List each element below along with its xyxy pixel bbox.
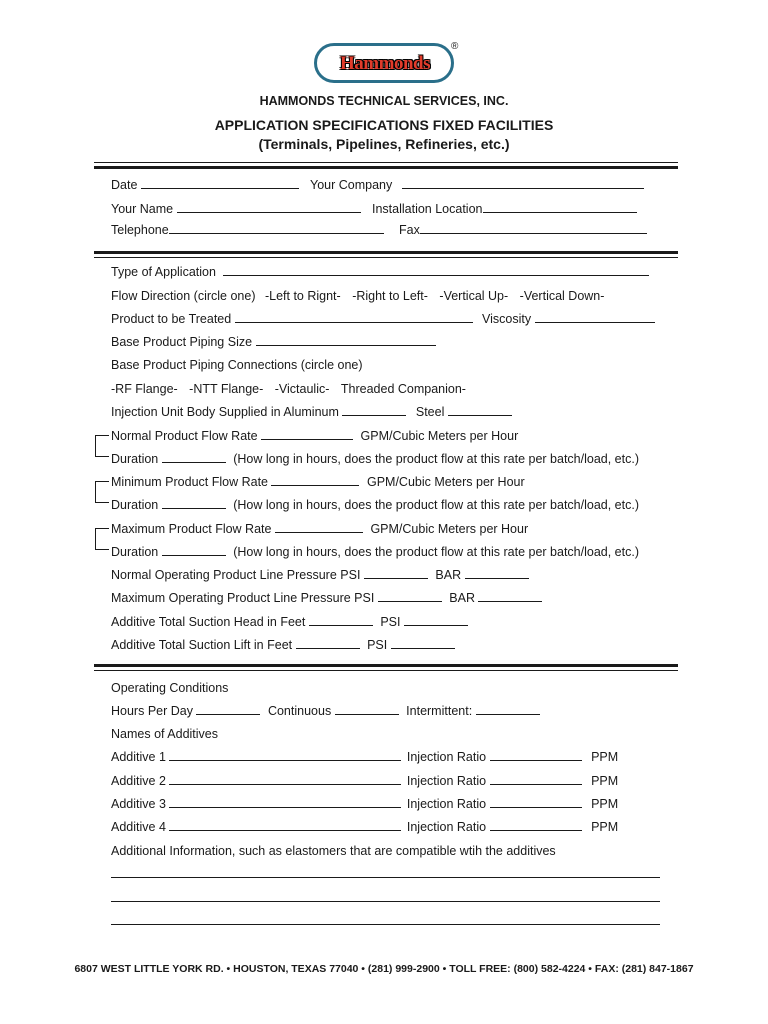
divider-thick bbox=[94, 251, 678, 254]
gpm-label: GPM/Cubic Meters per Hour bbox=[360, 429, 519, 443]
additional-info-line-3[interactable] bbox=[111, 924, 660, 925]
piping-size-field[interactable] bbox=[256, 334, 436, 346]
type-of-application-row bbox=[111, 264, 649, 280]
registered-mark: ® bbox=[451, 41, 459, 52]
divider-thick bbox=[94, 166, 678, 169]
installation-location-label: Installation Location bbox=[372, 202, 483, 216]
hours-row bbox=[111, 703, 540, 719]
additive-3-field[interactable] bbox=[169, 796, 401, 808]
divider-thin bbox=[94, 162, 678, 163]
product-treated-row bbox=[111, 311, 473, 327]
additive-label: Additive 2 bbox=[111, 774, 166, 788]
option-vertical-up[interactable]: -Vertical Up- bbox=[439, 289, 509, 303]
normal-duration-field[interactable] bbox=[162, 451, 226, 463]
suction-lift-row bbox=[111, 637, 455, 653]
ppm-label: PPM bbox=[591, 750, 619, 764]
additive-1-field[interactable] bbox=[169, 749, 401, 761]
divider-thin bbox=[94, 257, 678, 258]
additive-3-ratio-field[interactable] bbox=[490, 796, 582, 808]
minimum-duration-field[interactable] bbox=[162, 497, 226, 509]
maximum-duration-row bbox=[111, 544, 639, 560]
telephone-label: Telephone bbox=[111, 223, 169, 237]
additive-row bbox=[111, 796, 618, 812]
normal-pressure-row bbox=[111, 567, 529, 583]
continuous-label: Continuous bbox=[267, 704, 332, 718]
form-subtitle: (Terminals, Pipelines, Refineries, etc.) bbox=[258, 136, 510, 152]
additional-info-line-1[interactable] bbox=[111, 877, 660, 878]
duration-note: (How long in hours, does the product flow at this rate per batch/load, etc.) bbox=[233, 452, 639, 466]
additional-information-label: Additional Information, such as elastomers that are compatible wtih the additives bbox=[111, 844, 556, 858]
duration-note: (How long in hours, does the product flow at this rate per batch/load, etc.) bbox=[233, 545, 639, 559]
option-rf-flange[interactable]: -RF Flange- bbox=[111, 382, 178, 396]
maximum-flow-field[interactable] bbox=[275, 521, 363, 533]
option-victaulic[interactable]: -Victaulic- bbox=[274, 382, 330, 396]
normal-flow-label: Normal Product Flow Rate bbox=[111, 429, 258, 443]
additive-2-field[interactable] bbox=[169, 773, 401, 785]
suction-lift-field[interactable] bbox=[296, 637, 360, 649]
viscosity-field[interactable] bbox=[535, 311, 655, 323]
viscosity-row bbox=[482, 311, 655, 327]
suction-head-label: Additive Total Suction Head in Feet bbox=[111, 615, 306, 629]
maximum-duration-field[interactable] bbox=[162, 544, 226, 556]
suction-lift-label: Additive Total Suction Lift in Feet bbox=[111, 638, 293, 652]
suction-head-row bbox=[111, 614, 468, 630]
injection-body-label: Injection Unit Body Supplied in Aluminum bbox=[111, 405, 339, 419]
additive-row bbox=[111, 749, 618, 765]
additive-label: Additive 4 bbox=[111, 820, 166, 834]
bar-label: BAR bbox=[435, 568, 462, 582]
duration-label: Duration bbox=[111, 498, 159, 512]
steel-field[interactable] bbox=[448, 404, 512, 416]
fax-field[interactable] bbox=[420, 222, 647, 234]
fax-row bbox=[399, 222, 647, 238]
operating-conditions-label: Operating Conditions bbox=[111, 681, 229, 695]
product-treated-field[interactable] bbox=[235, 311, 473, 323]
viscosity-label: Viscosity bbox=[482, 312, 532, 326]
suction-head-field[interactable] bbox=[309, 614, 373, 626]
aluminum-field[interactable] bbox=[342, 404, 406, 416]
flow-direction-label: Flow Direction (circle one) bbox=[111, 289, 256, 303]
company-name: HAMMONDS TECHNICAL SERVICES, INC. bbox=[259, 94, 509, 108]
date-label: Date bbox=[111, 178, 138, 192]
option-right-to-left[interactable]: -Right to Left- bbox=[352, 289, 428, 303]
flow-direction-row bbox=[111, 288, 604, 304]
bracket bbox=[95, 481, 109, 503]
divider-thick bbox=[94, 664, 678, 667]
logo-wordmark: Hammonds bbox=[340, 53, 430, 74]
suction-lift-psi-field[interactable] bbox=[391, 637, 455, 649]
gpm-label: GPM/Cubic Meters per Hour bbox=[370, 522, 529, 536]
continuous-field[interactable] bbox=[335, 703, 399, 715]
piping-size-label: Base Product Piping Size bbox=[111, 335, 253, 349]
duration-note: (How long in hours, does the product flow at this rate per batch/load, etc.) bbox=[233, 498, 639, 512]
normal-pressure-label: Normal Operating Product Line Pressure PSI bbox=[111, 568, 361, 582]
fax-label: Fax bbox=[399, 223, 420, 237]
piping-size-row bbox=[111, 334, 436, 350]
additive-row bbox=[111, 773, 618, 789]
hours-per-day-label: Hours Per Day bbox=[111, 704, 193, 718]
normal-flow-row bbox=[111, 428, 518, 444]
hours-per-day-field[interactable] bbox=[196, 703, 260, 715]
maximum-pressure-label: Maximum Operating Product Line Pressure PSI bbox=[111, 591, 375, 605]
maximum-pressure-bar-field[interactable] bbox=[478, 590, 542, 602]
additive-row bbox=[111, 819, 618, 835]
ppm-label: PPM bbox=[591, 797, 619, 811]
psi-label: PSI bbox=[367, 638, 388, 652]
option-threaded-companion[interactable]: Threaded Companion- bbox=[340, 382, 466, 396]
piping-connections-label: Base Product Piping Connections (circle one) bbox=[111, 358, 363, 372]
psi-label: PSI bbox=[380, 615, 401, 629]
additive-label: Additive 3 bbox=[111, 797, 166, 811]
your-name-row bbox=[111, 201, 361, 217]
suction-head-psi-field[interactable] bbox=[404, 614, 468, 626]
normal-flow-field[interactable] bbox=[261, 428, 353, 440]
option-vertical-down[interactable]: -Vertical Down- bbox=[519, 289, 605, 303]
date-row bbox=[111, 177, 299, 193]
steel-label: Steel bbox=[415, 405, 445, 419]
normal-pressure-bar-field[interactable] bbox=[465, 567, 529, 579]
intermittent-field[interactable] bbox=[476, 703, 540, 715]
gpm-label: GPM/Cubic Meters per Hour bbox=[366, 475, 525, 489]
maximum-pressure-row bbox=[111, 590, 542, 606]
ppm-label: PPM bbox=[591, 774, 619, 788]
minimum-flow-row bbox=[111, 474, 525, 490]
option-left-to-right[interactable]: -Left to Rignt- bbox=[264, 289, 341, 303]
additive-4-field[interactable] bbox=[169, 819, 401, 831]
injection-ratio-label: Injection Ratio bbox=[406, 797, 487, 811]
duration-label: Duration bbox=[111, 545, 159, 559]
normal-duration-row bbox=[111, 451, 639, 467]
injection-body-row bbox=[111, 404, 512, 420]
normal-pressure-psi-field[interactable] bbox=[364, 567, 428, 579]
divider-thin bbox=[94, 670, 678, 671]
injection-ratio-label: Injection Ratio bbox=[406, 750, 487, 764]
form-title: APPLICATION SPECIFICATIONS FIXED FACILITIES bbox=[214, 117, 554, 133]
your-company-label: Your Company bbox=[310, 178, 393, 192]
ppm-label: PPM bbox=[591, 820, 619, 834]
additive-2-ratio-field[interactable] bbox=[490, 773, 582, 785]
minimum-duration-row bbox=[111, 497, 639, 513]
bar-label: BAR bbox=[449, 591, 475, 605]
telephone-field[interactable] bbox=[169, 222, 384, 234]
minimum-flow-field[interactable] bbox=[271, 474, 359, 486]
intermittent-label: Intermittent: bbox=[406, 704, 473, 718]
date-field[interactable] bbox=[141, 177, 299, 189]
piping-connections-options bbox=[111, 381, 466, 397]
type-of-application-label: Type of Application bbox=[111, 265, 216, 279]
additive-1-ratio-field[interactable] bbox=[490, 749, 582, 761]
names-of-additives-label: Names of Additives bbox=[111, 727, 218, 741]
additional-info-line-2[interactable] bbox=[111, 901, 660, 902]
telephone-row bbox=[111, 222, 384, 238]
footer-address: 6807 WEST LITTLE YORK RD. • HOUSTON, TEXAS 77040 • (281) 999-2900 • TOLL FREE: (800) 582-4224 • FAX: (281) 847-1867 bbox=[74, 963, 694, 975]
maximum-pressure-psi-field[interactable] bbox=[378, 590, 442, 602]
injection-ratio-label: Injection Ratio bbox=[406, 774, 487, 788]
bracket bbox=[95, 528, 109, 550]
your-company-field[interactable] bbox=[402, 177, 644, 189]
option-ntt-flange[interactable]: -NTT Flange- bbox=[189, 382, 264, 396]
duration-label: Duration bbox=[111, 452, 159, 466]
installation-location-row bbox=[372, 201, 637, 217]
your-name-field[interactable] bbox=[177, 201, 361, 213]
type-of-application-field[interactable] bbox=[223, 264, 649, 276]
injection-ratio-label: Injection Ratio bbox=[406, 820, 487, 834]
your-name-label: Your Name bbox=[111, 202, 174, 216]
minimum-flow-label: Minimum Product Flow Rate bbox=[111, 475, 268, 489]
additive-4-ratio-field[interactable] bbox=[490, 819, 582, 831]
installation-location-field[interactable] bbox=[483, 201, 637, 213]
your-company-row bbox=[310, 177, 644, 193]
bracket bbox=[95, 435, 109, 457]
maximum-flow-row bbox=[111, 521, 528, 537]
maximum-flow-label: Maximum Product Flow Rate bbox=[111, 522, 272, 536]
company-logo bbox=[314, 43, 454, 83]
product-treated-label: Product to be Treated bbox=[111, 312, 232, 326]
additive-label: Additive 1 bbox=[111, 750, 166, 764]
